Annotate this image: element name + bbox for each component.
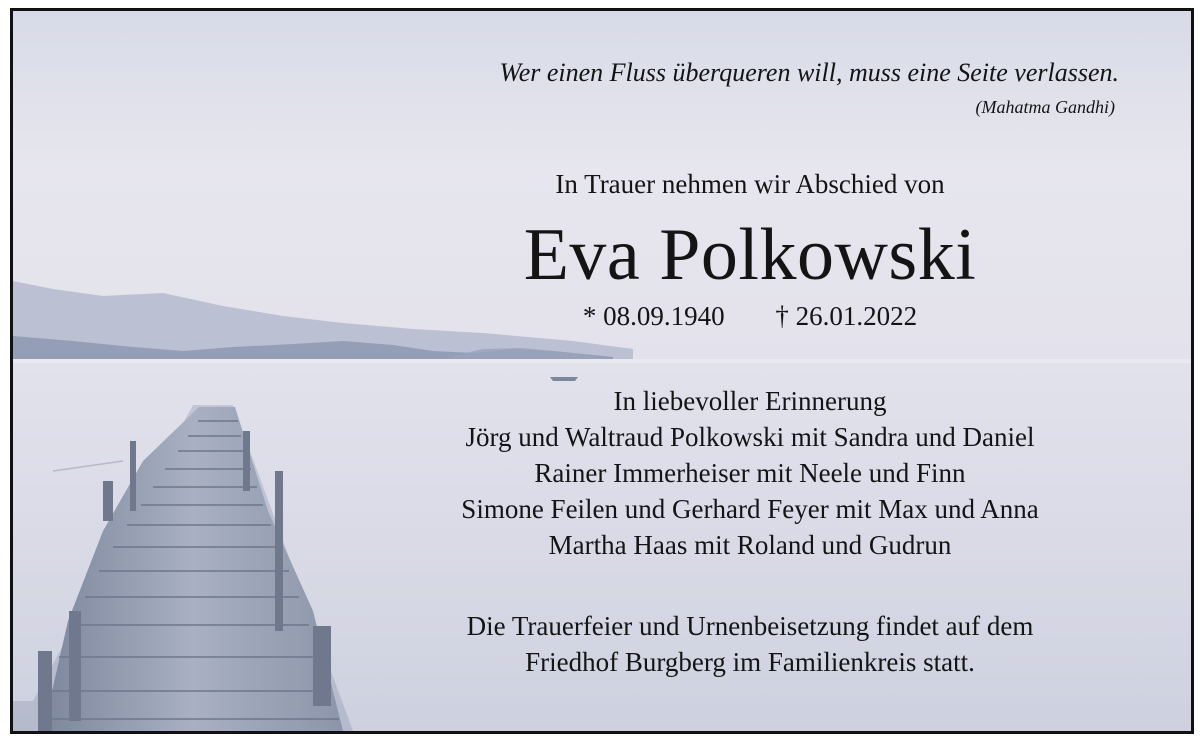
text-layer [13,11,1191,731]
life-dates [417,301,1083,332]
mourner-line: Rainer Immerheiser mit Neele und Finn [534,458,966,488]
mourning-intro: In Trauer nehmen wir Abschied von [555,169,945,199]
obituary-card [10,8,1194,734]
birth-date: * 08.09.1940 [582,301,725,331]
notice-line: Friedhof Burgberg im Familienkreis statt. [525,647,975,677]
mourner-line: Simone Feilen und Gerhard Feyer mit Max und Anna [461,494,1039,524]
quote-text: Wer einen Fluss überqueren will, muss eine Seite verlassen. [499,58,1119,87]
funeral-notice [417,608,1083,680]
mourner-line: Martha Haas mit Roland und Gudrun [548,530,952,560]
quote-author: (Mahatma Gandhi) [975,97,1115,117]
notice-line: Die Trauerfeier und Urnenbeisetzung findet auf dem [466,611,1034,641]
mourners-list [417,383,1083,563]
death-date: † 26.01.2022 [775,301,918,331]
mourner-line: Jörg und Waltraud Polkowski mit Sandra und Daniel [465,422,1035,452]
remembrance-line: In liebevoller Erinnerung [613,386,887,416]
deceased-name: Eva Polkowski [523,214,977,296]
